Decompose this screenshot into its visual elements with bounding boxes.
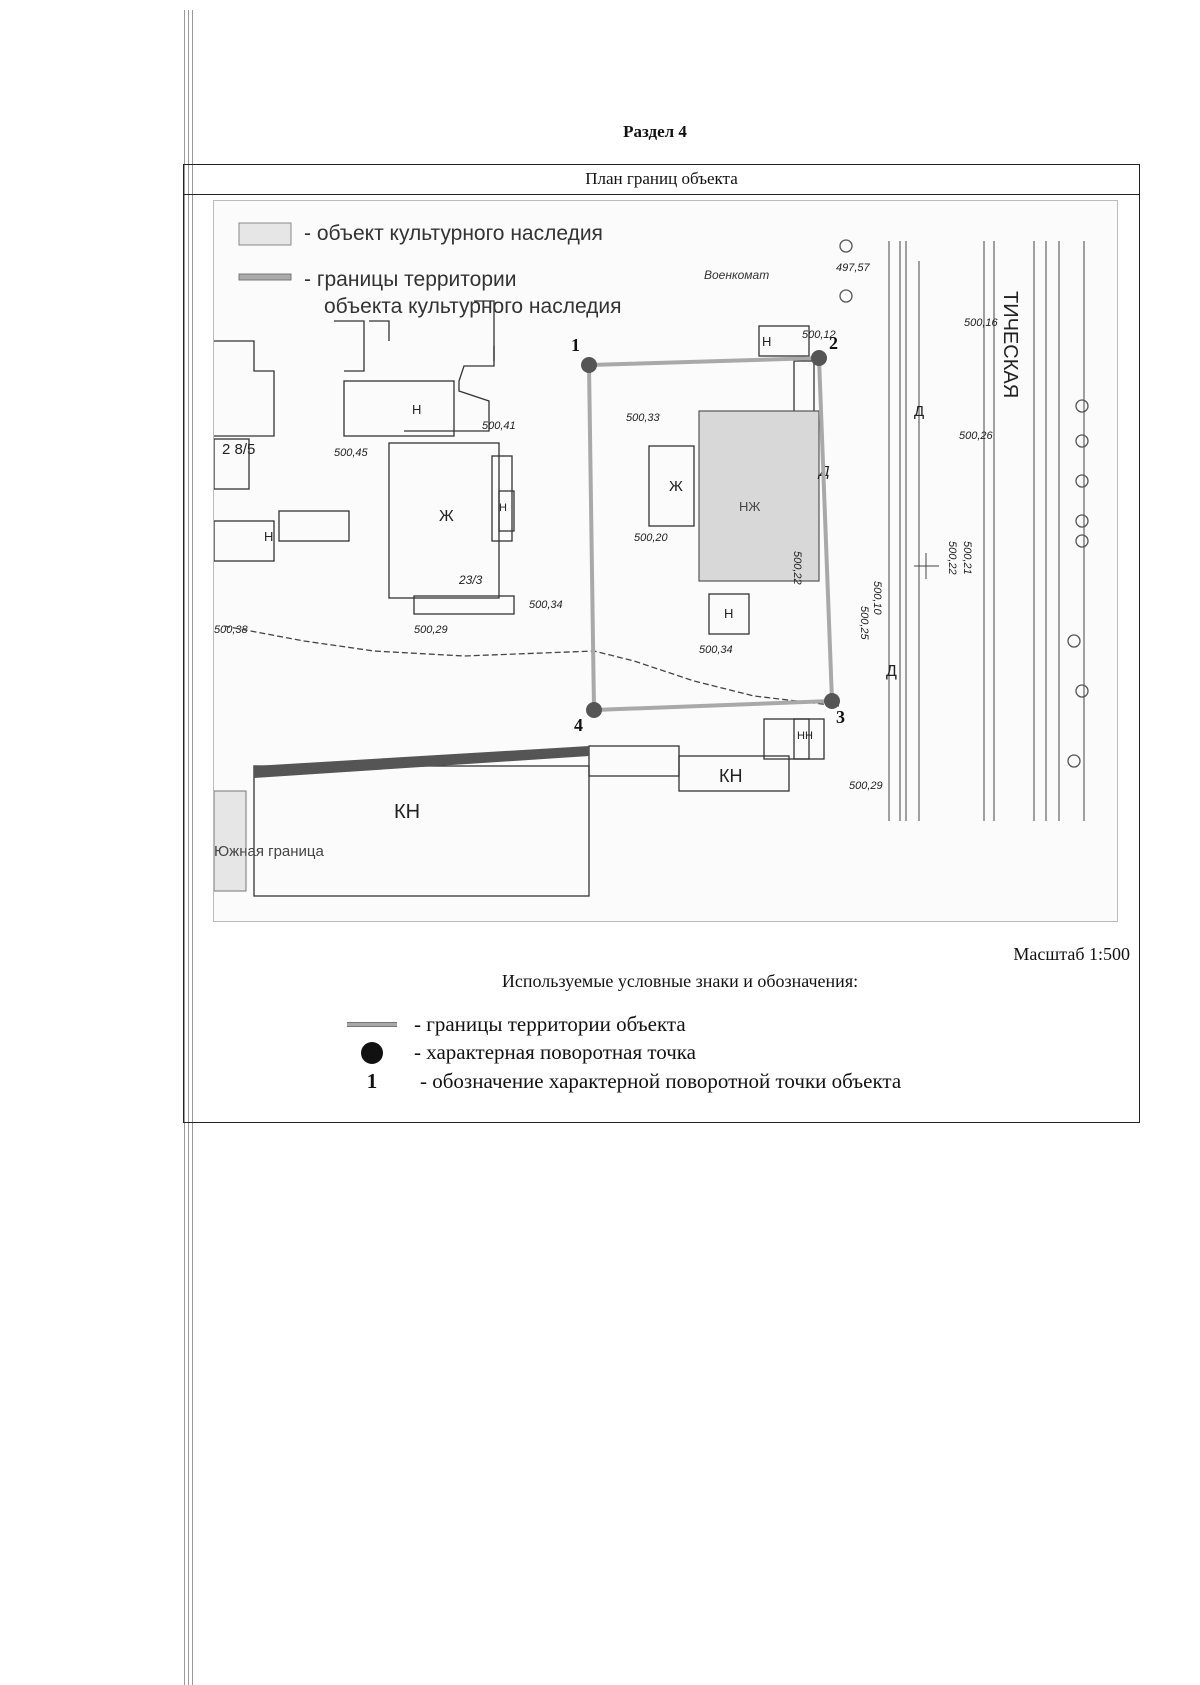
svg-text:500,12: 500,12	[802, 329, 836, 341]
svg-text:500,29: 500,29	[849, 780, 883, 792]
point-label-3: 3	[836, 707, 845, 727]
map-drawing	[214, 201, 1117, 921]
svg-text:497,57: 497,57	[836, 262, 870, 274]
turning-point-symbol	[361, 1042, 383, 1064]
border-line-symbol	[347, 1022, 397, 1027]
svg-text:500,26: 500,26	[959, 430, 993, 442]
svg-text:500,21: 500,21	[961, 541, 973, 575]
svg-text:КН: КН	[719, 766, 743, 786]
svg-text:500,16: 500,16	[964, 317, 998, 329]
svg-text:Н: Н	[264, 529, 274, 544]
svg-text:Н: Н	[412, 402, 422, 417]
legend-point-label: - характерная поворотная точка	[414, 1040, 697, 1064]
turning-point-1	[581, 357, 597, 373]
label-street: ТИЧЕСКАЯ	[999, 291, 1021, 399]
map-legend-border-2: объекта культурного наследия	[324, 295, 622, 318]
territory-border-swatch	[239, 274, 291, 280]
label-voenkomat: Военкомат	[704, 268, 770, 282]
svg-text:НН: НН	[797, 730, 813, 742]
legend-caption: Используемые условные знаки и обозначения:	[501, 971, 859, 991]
svg-text:500,33: 500,33	[626, 412, 660, 424]
map-legend-heritage: - объект культурного наследия	[304, 222, 603, 245]
svg-text:500,10: 500,10	[871, 581, 883, 615]
point-number-symbol: 1	[366, 1069, 378, 1093]
map-legend-border-1: - границы территории	[304, 268, 517, 291]
buildings-outlines	[214, 301, 824, 896]
point-label-4: 4	[574, 715, 583, 735]
svg-text:Д: Д	[819, 463, 830, 480]
svg-text:500,38: 500,38	[214, 624, 248, 636]
svg-text:500,45: 500,45	[334, 447, 368, 459]
svg-text:500,41: 500,41	[482, 420, 516, 432]
section-title: Раздел 4	[623, 122, 687, 141]
svg-text:НЖ: НЖ	[739, 499, 761, 514]
legend-number-label: - обозначение характерной поворотной точки объекта	[420, 1069, 902, 1093]
svg-text:500,22: 500,22	[791, 551, 803, 585]
svg-text:500,20: 500,20	[634, 532, 668, 544]
turning-point-2	[811, 350, 827, 366]
svg-text:Ж: Ж	[669, 478, 683, 495]
svg-text:500,34: 500,34	[529, 599, 563, 611]
fence-south	[254, 746, 589, 778]
svg-text:Н: Н	[724, 606, 734, 621]
svg-text:500,34: 500,34	[699, 644, 733, 656]
svg-text:500,22: 500,22	[946, 541, 958, 575]
svg-text:КН: КН	[394, 801, 421, 823]
footpath	[224, 626, 839, 706]
south-edge-strip	[214, 791, 246, 891]
svg-text:Н: Н	[762, 334, 772, 349]
svg-text:Н: Н	[499, 502, 507, 514]
svg-text:500,25: 500,25	[858, 606, 870, 640]
elevation-marks	[214, 262, 999, 792]
heritage-object-swatch	[239, 223, 291, 245]
turning-point-4	[586, 702, 602, 718]
point-label-1: 1	[571, 335, 580, 355]
legend-row-number	[330, 1069, 901, 1094]
map-scale: Масштаб 1:500	[1013, 944, 1130, 964]
svg-text:Д: Д	[914, 403, 925, 420]
svg-text:2 8/5: 2 8/5	[222, 441, 256, 458]
svg-text:Южная граница: Южная граница	[214, 843, 324, 860]
svg-text:Ж: Ж	[439, 508, 454, 525]
boundary-map	[213, 200, 1118, 922]
plan-header: План границ объекта	[184, 165, 1139, 195]
svg-text:500,29: 500,29	[414, 624, 448, 636]
svg-text:23/3: 23/3	[459, 573, 483, 587]
legend-row-point	[330, 1040, 696, 1065]
legend-border-label: - границы территории объекта	[414, 1012, 686, 1036]
legend-row-border	[330, 1012, 686, 1037]
point-label-2: 2	[829, 333, 838, 353]
svg-text:Д: Д	[886, 663, 897, 680]
